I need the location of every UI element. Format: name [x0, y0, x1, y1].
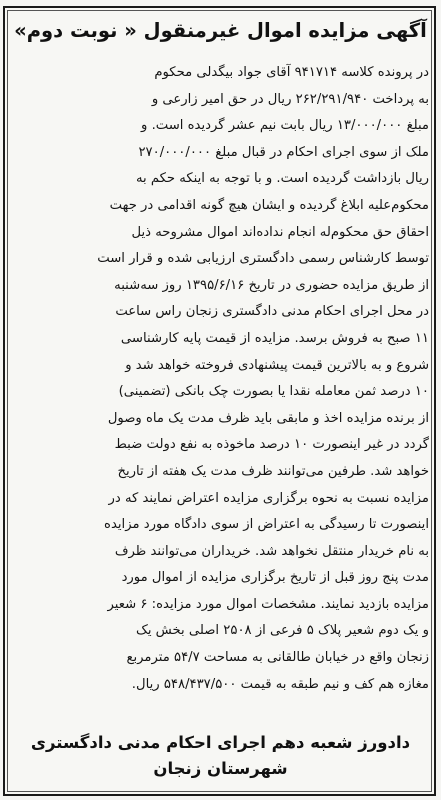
body-line: احقاق حق محکوم‌له انجام نداده‌اند اموال مشروحه ذیل: [131, 224, 429, 240]
notice-title: آگهی مزایده اموال غیرمنقول « نوبت دوم»: [14, 19, 427, 42]
body-line: شروع و به بالاترین قیمت پیشنهادی فروخته خواهد شد و: [125, 357, 429, 373]
body-line: محکوم‌علیه ابلاغ گردیده و ایشان هیچ گونه اقدامی در جهت: [109, 197, 429, 213]
body-line: ریال بازداشت گردیده است. و با توجه به اینکه حکم به: [135, 171, 429, 187]
body-line: مزایده بازدید نمایند. مشخصات اموال مورد مزایده: ۶ شعیر: [107, 596, 429, 612]
body-line: زنجان واقع در خیابان طالقانی به مساحت ۵۴/۷ مترمربع: [126, 650, 429, 666]
body-line: خواهد شد. طرفین می‌توانند ظرف مدت یک هفته از تاریخ: [117, 463, 429, 479]
body-line: توسط کارشناس رسمی دادگستری ارزیابی شده و قرار است: [97, 251, 429, 267]
body-line: مغازه هم کف و نیم طبقه به قیمت ۵۴۸/۴۳۷/۵۰۰ ریال.: [131, 676, 429, 692]
body-line: ۱۱ صبح به فروش برسد. مزایده از قیمت پایه کارشناسی: [120, 330, 429, 346]
notice-signature: [8, 730, 433, 782]
body-line: در محل اجرای احکام مدنی دادگستری زنجان راس ساعت: [115, 304, 429, 320]
body-line: گردد در غیر اینصورت ۱۰ درصد ماخوذه به نفع دولت ضبط: [114, 437, 429, 453]
body-line: در پرونده کلاسه ۹۴۱۷۱۴ آقای جواد بیگدلی محکوم: [154, 65, 429, 80]
signature-line: دادورز شعبه دهم اجرای احکام مدنی دادگستری: [30, 733, 411, 752]
notice-body: [12, 60, 429, 698]
body-line: مزایده نسبت به نحوه برگزاری مزایده اعتراض نمایند که در: [108, 490, 429, 506]
body-line: ۱۰ درصد ثمن معامله نقدا یا بصورت چک بانکی (تضمینی): [118, 384, 429, 400]
body-line: از طریق مزایده حضوری در تاریخ ۱۳۹۵/۶/۱۶ روز سه‌شنبه: [114, 277, 429, 293]
body-line: مبلغ ۱۳/۰۰۰/۰۰۰ ریال بابت نیم عشر گردیده است. و: [141, 118, 429, 134]
body-line: اینصورت تا رسیدگی به اعتراض از سوی دادگاه مورد مزایده: [104, 517, 429, 533]
body-line: از برنده مزایده اخذ و مابقی باید ظرف مدت یک ماه وصول: [107, 410, 429, 426]
body-line: مدت پنج روز قبل از تاریخ برگزاری مزایده از اموال مورد: [121, 570, 429, 586]
body-line: به نام خریدار منتقل نخواهد شد. خریداران می‌توانند ظرف: [114, 543, 429, 559]
body-line: به پرداخت ۲۶۲/۲۹۱/۹۴۰ ریال در حق امیر زارعی و: [151, 91, 429, 107]
body-line: ملک از سوی اجرای احکام در قبال مبلغ ۲۷۰/۰۰۰/۰۰۰: [138, 144, 429, 160]
signature-line: شهرستان زنجان: [153, 759, 288, 778]
body-line: و یک دوم شعیر پلاک ۵ فرعی از ۲۵۰۸ اصلی بخش یک: [136, 623, 429, 639]
